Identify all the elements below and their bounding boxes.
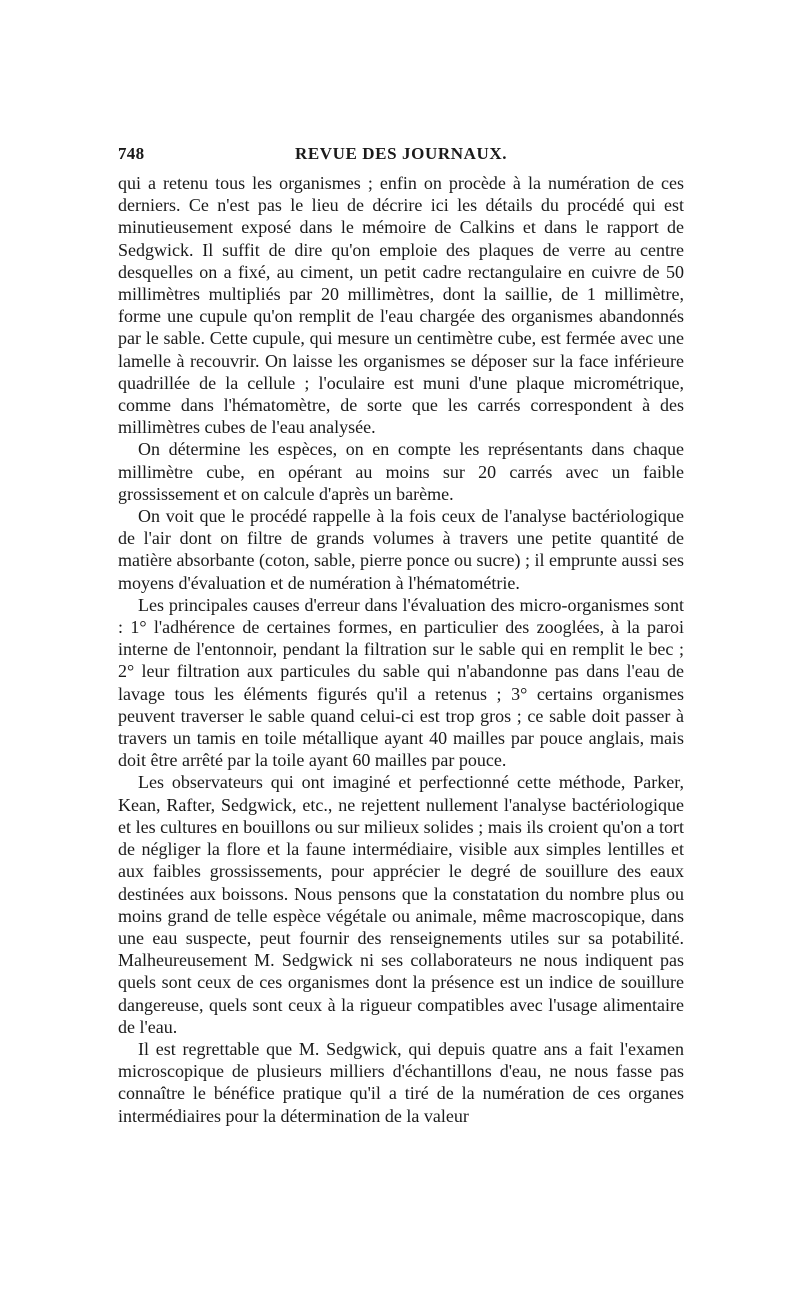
running-title: REVUE DES JOURNAUX. <box>294 144 508 163</box>
paragraph-2: On détermine les espèces, on en compte les représentants dans chaque millimètre cube, en opérant au moins sur 20 carrés avec un faible grossissement et on calcule d'après un barème. <box>118 439 684 504</box>
paragraph-1: qui a retenu tous les organismes ; enfin on procède à la numération de ces derniers. Ce n'est pas le lieu de décrire ici les détails du procédé qui est minutieusement exposé dans le mémoire de Calkins et dans le rapport de Sedgwick. Il suffit de dire qu'on emploie des plaques de verre au centre desquelles on a fixé, au ciment, un petit cadre rectangulaire en cuivre de 50 millimètres multipliés par 20 millimètres, dont la saillie, de 1 millimètre, forme une cupule qu'on remplit de l'eau chargée des organismes abandonnés par le sable. Cette cupule, qui mesure un centimètre cube, est fermée avec une lamelle à recouvrir. On laisse les organismes se déposer sur la face inférieure quadrillée de la cellule ; l'oculaire est muni d'une plaque micrométrique, comme dans l'hématomètre, de sorte que les carrés correspondent à des millimètres cubes de l'eau analysée. <box>118 173 684 438</box>
paragraph-3: On voit que le procédé rappelle à la fois ceux de l'analyse bactériologique de l'air dont on filtre de grands volumes à travers une petite quantité de matière absorbante (coton, sable, pierre ponce ou sucre) ; il emprunte aussi ses moyens d'évaluation et de numération à l'hématométrie. <box>118 506 684 593</box>
paragraph-5: Les observateurs qui ont imaginé et perfectionné cette méthode, Parker, Kean, Rafter, Sedgwick, etc., ne rejettent nullement l'analyse bactériologique et les cultures en bouillons ou sur milieux solides ; mais ils croient qu'on a tort de négliger la flore et la faune intermédiaire, visible aux simples lentilles et aux faibles grossissements, pour apprécier le degré de souillure des eaux destinées aux boissons. Nous pensons que la constatation du nombre plus ou moins grand de telle espèce végétale ou animale, même macroscopique, dans une eau suspecte, peut fournir des renseignements utiles sur sa potabilité. Malheureusement M. Sedgwick ni ses collaborateurs ne nous indiquent pas quels sont ceux de ces organismes dont la présence est un indice de souillure dangereuse, quels sont ceux à la rigueur compatibles avec l'usage alimentaire de l'eau. <box>118 772 684 1037</box>
page-header <box>118 144 684 172</box>
paragraph-6: Il est regrettable que M. Sedgwick, qui depuis quatre ans a fait l'examen microscopique de plusieurs milliers d'échantillons d'eau, ne nous fasse pas connaître le bénéfice pratique qu'il a tiré de la numération de ces organes intermédiaires pour la détermination de la valeur <box>118 1038 684 1126</box>
journal-page <box>118 144 684 1127</box>
paragraph-4: Les principales causes d'erreur dans l'évaluation des micro-organismes sont : 1° l'adhérence de certaines formes, en particulier des zooglées, à la paroi interne de l'entonnoir, pendant la filtration sur le sable qui en remplit le bec ; 2° leur filtration aux particules du sable qui n'abandonne pas dans l'eau de lavage tous les éléments figurés qu'il a retenus ; 3° certains organismes peuvent traverser le sable quand celui-ci est trop gros ; ce sable doit passer à travers un tamis en toile métallique ayant 40 mailles par pouce anglais, mais doit être arrêté par la toile ayant 60 mailles par pouce. <box>118 594 684 771</box>
page-number: 748 <box>118 144 145 163</box>
